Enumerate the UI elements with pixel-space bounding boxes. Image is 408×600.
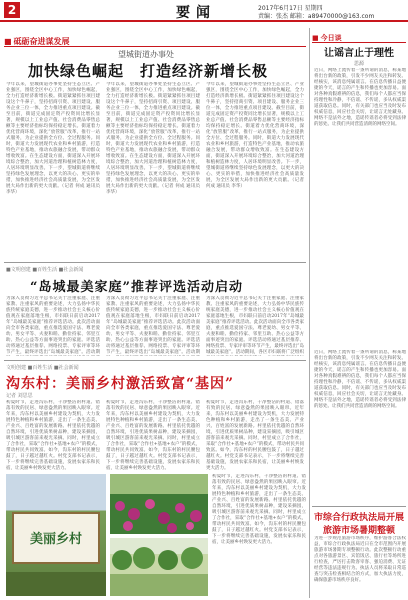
page-number: 2 — [4, 2, 20, 18]
second-body-col2: 为深入贯彻习近平总书记关于注重家庭、注重家教、注重家风的重要论述，大力弘扬中华民族传统家庭美德，进一步推动社会主义核心价值观在家庭落地生根，市妇联日前启动2017年“岛城最美家庭”推荐评选活动。此次活动面向全市各类家庭，重点推选爱国守法、尊老爱幼、男女平等、夫妻和睦、勤俭持家、邻里互助、热心公益等方面事迹突出的家庭。评选活动将通过基层推荐、网络投票、专家评审等环节产生，最终评选出“岛城最美家庭”。活动期 — [106, 296, 200, 355]
third-body-col3: 初夏时节，走进沟东村，干净整洁的村道、错落有致的民居、绿意盎然的果园映入眼帘。近年来，沟东村以美丽乡村建设为契机，大力发展特色种植和乡村旅游，走出了一条生态美、产业兴、百姓富的发展新路。村里依托优越的自然环境，引进优质果树品种，建设采摘园，吸引城区游客前来观光采摘。同时，村里成立了合作社，采取“合作社+基地+农户”的模式，带动村民共同致富。如今，沟东村的村民腰包鼓了，日子越过越红火。村党支部书记表示，下一步将继续完善基础设施，发展农家乐和民宿，让美丽乡村焕发更大活力。 — [206, 400, 304, 470]
third-byline: 记者 刘思思 — [6, 393, 33, 399]
sidebar-title: 让谣言止于理性 — [324, 48, 394, 59]
sidebar-rule — [312, 42, 406, 43]
section-rule — [4, 46, 306, 47]
third-tags: 文明创建 ■百姓生活 ■社会新闻 — [6, 365, 79, 371]
second-body-col3: 为深入贯彻习近平总书记关于注重家庭、注重家教、注重家风的重要论述，大力弘扬中华民族传统家庭美德，进一步推动社会主义核心价值观在家庭落地生根，市妇联日前启动2017年“岛城最美家庭”推荐评选活动。此次活动面向全市各类家庭，重点推选爱国守法、尊老爱幼、男女平等、夫妻和睦、勤俭持家、邻里互助、热心公益等方面事迹突出的家庭。评选活动将通过基层推荐、网络投票、专家评审等环节产生，最终评选出“岛城最美家庭”。活动期间，各区市妇联将广泛组织 — [206, 296, 304, 355]
photo-ground — [6, 572, 106, 596]
orchard-graphic — [110, 538, 208, 596]
sidebar-body-cont: 近日，网络上流传着一条所谓的消息，称某地将出台新的政策，引发不少网友关注和转发。经核实，该消息纯属谣言。在信息传播日益便捷的今天，谣言的产生和传播也更加容易。面对各种真假难辨的信息，我们每个人都应当保持理性和冷静，不信谣、不传谣，多从权威渠道获取信息。同时，有关部门也应当及时发布权威信息，回应社会关切，让谣言无处藏身。网络不是法外之地，造谣传谣者必将受到法律的惩处。让我们共同营造清朗的网络空间。 — [314, 350, 406, 409]
second-body-col1: 为深入贯彻习近平总书记关于注重家庭、注重家教、注重家风的重要论述，大力弘扬中华民族传统家庭美德，进一步推动社会主义核心价值观在家庭落地生根，市妇联日前启动2017年“岛城最美家庭”推荐评选活动。此次活动面向全市各类家庭，重点推选爱国守法、尊老爱幼、男女平等、夫妻和睦、勤俭持家、邻里互助、热心公益等方面事迹突出的家庭。评选活动将通过基层推荐、网络投票、专家评审等环节产生，最终评选出“岛城最美家庭”。活动期 — [6, 296, 100, 355]
second-headline: “岛城最美家庭”推荐评选活动启动 — [30, 280, 243, 295]
column-divider — [309, 28, 310, 598]
section-label: ■ 砥砺奋进谋发展 — [4, 36, 70, 47]
sidebar-author: 思源 — [353, 61, 364, 67]
sign-text: 美丽乡村 — [29, 532, 82, 547]
story-divider-2 — [4, 360, 306, 361]
third-body-col2: 初夏时节，走进沟东村，干净整洁的村道、错落有致的民居、绿意盎然的果园映入眼帘。近年来，沟东村以美丽乡村建设为契机，大力发展特色种植和乡村旅游，走出了一条生态美、产业兴、百姓富的发展新路。村里依托优越的自然环境，引进优质果树品种，建设采摘园，吸引城区游客前来观光采摘。同时，村里成立了合作社，采取“合作社+基地+农户”的模式，带动村民共同致富。如今，沟东村的村民腰包鼓了，日子越过越红火。村党支部书记表示，下一步将继续完善基础设施，发展农家乐和民宿，让美丽乡村焕发更大活力。 — [106, 400, 200, 470]
editor-contact: 责编：张杰 邮箱：a89470000@163.com — [258, 13, 375, 20]
sidebar-divider — [312, 506, 406, 507]
lead-body-col2: 今年以来，望城街道办事处坚持生态立区、产业强区，围绕全区中心工作，加快绿色崛起，全力打造经济新增长极。街道紧紧抓住项目建设这个牛鼻子，坚持招商引资、项目建设、服务企业三位一体，全力推进重点项目建设。截至目前，街道完成固定资产投资同比增长显著，规模以上工业总产值、社会消费品零售总额等主要经济指标均保持稳定增长。街道着力优化营商环境，深化“放管服”改革，推行一站式服务，为企业提供全方位、全过程服务。同时，街道大力发展现代农业和乡村旅游，打造特色产业基地，推动农旅融合发展，带动群众增收致富。在生态建设方面，街道深入开展环境综合整治，加大河道治理和植树造林力度，人居环境明显改善。下一步，望城街道将继续坚持绿色发展理念，以更大的决心、更实的举措，加快推进经济社会高质量发展，为全区发展大局作出新的更大贡献。（记者 何成 通讯员 李华） — [106, 82, 200, 195]
sidebar-label: ■ 今日谈 — [312, 33, 342, 43]
story-divider — [4, 262, 306, 263]
lead-body-col1: 今年以来，望城街道办事处坚持生态立区、产业强区，围绕全区中心工作，加快绿色崛起，全力打造经济新增长极。街道紧紧抓住项目建设这个牛鼻子，坚持招商引资、项目建设、服务企业三位一体，全力推进重点项目建设。截至目前，街道完成固定资产投资同比增长显著，规模以上工业总产值、社会消费品零售总额等主要经济指标均保持稳定增长。街道着力优化营商环境，深化“放管服”改革，推行一站式服务，为企业提供全方位、全过程服务。同时，街道大力发展现代农业和乡村旅游，打造特色产业基地，推动农旅融合发展，带动群众增收致富。在生态建设方面，街道深入开展环境综合整治，加大河道治理和植树造林力度，人居环境明显改善。下一步，望城街道将继续坚持绿色发展理念，以更大的决心、更实的举措，加快推进经济社会高质量发展，为全区发展大局作出新的更大贡献。（记者 何成 通讯员 李华） — [6, 82, 100, 195]
bottom-right-headline: 市综合行政执法局开展旅游市场暑期整顿 — [313, 513, 404, 536]
second-tags: ■文明创建 ■百姓生活 ■社会新闻 — [6, 267, 84, 273]
lead-headline: 加快绿色崛起 打造经济新增长极 — [28, 62, 269, 80]
edition-title: 要闻 — [176, 5, 216, 21]
third-body-col1: 初夏时节，走进沟东村，干净整洁的村道、错落有致的民居、绿意盎然的果园映入眼帘。近年来，沟东村以美丽乡村建设为契机，大力发展特色种植和乡村旅游，走出了一条生态美、产业兴、百姓富的发展新路。村里依托优越的自然环境，引进优质果树品种，建设采摘园，吸引城区游客前来观光采摘。同时，村里成立了合作社，采取“合作社+基地+农户”的模式，带动村民共同致富。如今，沟东村的村民腰包鼓了，日子越过越红火。村党支部书记表示，下一步将继续完善基础设施，发展农家乐和民宿，让美丽乡村焕发更大活力。 — [6, 400, 100, 470]
third-body-col4: 初夏时节，走进沟东村，干净整洁的村道、错落有致的民居、绿意盎然的果园映入眼帘。近年来，沟东村以美丽乡村建设为契机，大力发展特色种植和乡村旅游，走出了一条生态美、产业兴、百姓富的发展新路。村里依托优越的自然环境，引进优质果树品种，建设采摘园，吸引城区游客前来观光采摘。同时，村里成立了合作社，采取“合作社+基地+农户”的模式，带动村民共同致富。如今，沟东村的村民腰包鼓了，日子越过越红火。村党支部书记表示，下一步将继续完善基础设施，发展农家乐和民宿，让美丽乡村焕发更大活力。 — [212, 474, 306, 545]
flowers-graphic — [110, 474, 208, 534]
lead-body-col3: 今年以来，望城街道办事处坚持生态立区、产业强区，围绕全区中心工作，加快绿色崛起，全力打造经济新增长极。街道紧紧抓住项目建设这个牛鼻子，坚持招商引资、项目建设、服务企业三位一体，全力推进重点项目建设。截至目前，街道完成固定资产投资同比增长显著，规模以上工业总产值、社会消费品零售总额等主要经济指标均保持稳定增长。街道着力优化营商环境，深化“放管服”改革，推行一站式服务，为企业提供全方位、全过程服务。同时，街道大力发展现代农业和乡村旅游，打造特色产业基地，推动农旅融合发展，带动群众增收致富。在生态建设方面，街道深入开展环境综合整治，加大河道治理和植树造林力度，人居环境明显改善。下一步，望城街道将继续坚持绿色发展理念，以更大的决心、更实的举措，加快推进经济社会高质量发展，为全区发展大局作出新的更大贡献。（记者 何成 通讯员 李华） — [206, 82, 304, 189]
masthead-bar — [0, 0, 408, 22]
issue-date: 2017年6月17日 星期四 — [258, 5, 323, 12]
village-sign-photo — [6, 474, 106, 596]
orchard-photo — [110, 538, 208, 596]
lead-kicker: 望城街道办事处 — [118, 50, 174, 59]
bottom-right-body: 为进一步规范旅游市场秩序，维护游客合法权益，市综合行政执法局近日在全市范围内开展旅游市场暑期专项整顿行动。此次整顿行动重点对各旅游景区、宾馆饭店、旅行社等场所进行检查，严厉打击欺客宰客、强迫消费、无证经营等违法违规行为。执法人员将采取日常巡查与突击检查相结合的方式，加大执法力度，确保旅游市场秩序良好。 — [314, 536, 406, 583]
flower-field-photo — [110, 474, 208, 534]
sidebar-body: 近日，网络上流传着一条所谓的消息，称某地将出台新的政策，引发不少网友关注和转发。经核实，该消息纯属谣言。在信息传播日益便捷的今天，谣言的产生和传播也更加容易。面对各种真假难辨的信息，我们每个人都应当保持理性和冷静，不信谣、不传谣，多从权威渠道获取信息。同时，有关部门也应当及时发布权威信息，回应社会关切，让谣言无处藏身。网络不是法外之地，造谣传谣者必将受到法律的惩处。让我们共同营造清朗的网络空间。 — [314, 68, 406, 127]
third-headline: 沟东村：美丽乡村激活致富“基因” — [6, 376, 235, 392]
